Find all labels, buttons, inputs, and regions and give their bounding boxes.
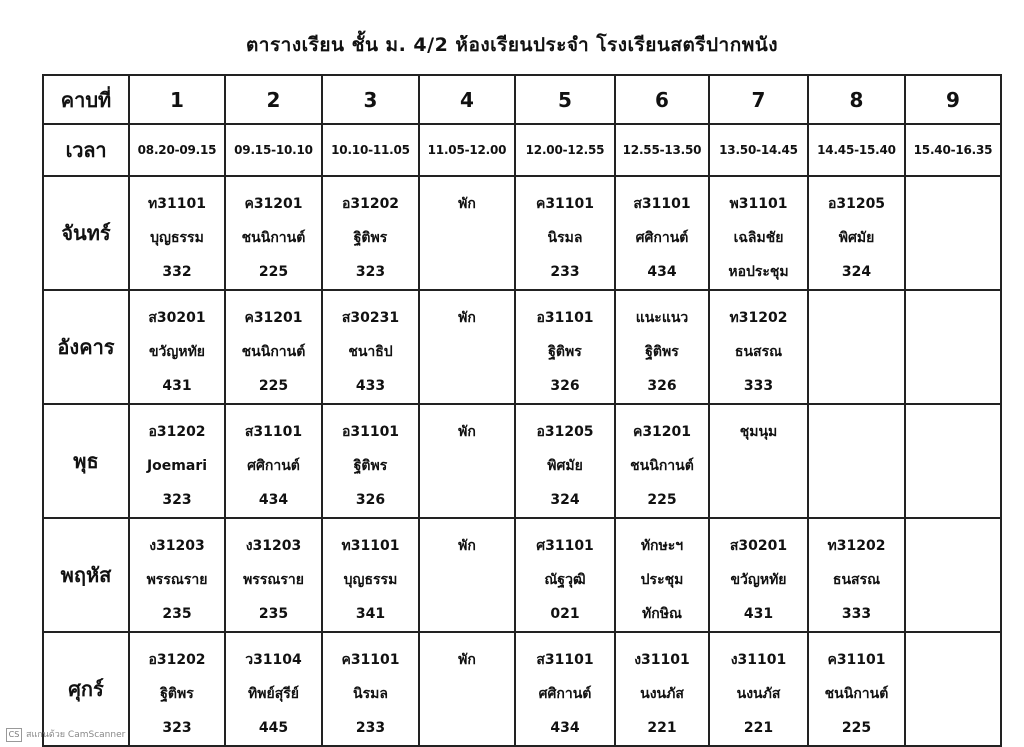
room-number: 225	[841, 720, 872, 736]
subject-code: ค31101	[827, 652, 886, 668]
subject-code: อ31202	[148, 652, 206, 668]
camscanner-watermark	[6, 727, 125, 742]
teacher-name: ศศิกานต์	[635, 230, 689, 246]
teacher-name: นงนภัส	[736, 686, 781, 702]
schedule-cell	[515, 632, 615, 746]
schedule-cell	[905, 176, 1001, 290]
period-number: 3	[322, 75, 419, 124]
room-number: 333	[743, 378, 774, 394]
room-number: 323	[355, 264, 386, 280]
room-number: 225	[258, 378, 289, 394]
day-name: จันทร์	[43, 176, 129, 290]
subject-code: ทักษะฯ	[640, 538, 684, 554]
subject-code: พัก	[458, 424, 476, 440]
subject-code: พัก	[458, 196, 476, 212]
teacher-name: ชนนิกานต์	[630, 458, 694, 474]
teacher-name: บุญธรรม	[343, 572, 398, 588]
subject-code: ง31203	[149, 538, 205, 554]
schedule-cell	[709, 404, 808, 518]
time-row	[43, 124, 1001, 176]
schedule-cell	[709, 632, 808, 746]
schedule-cell	[515, 404, 615, 518]
day-row	[43, 518, 1001, 632]
watermark-text: สแกนด้วย CamScanner	[26, 730, 126, 740]
subject-code: พัก	[458, 310, 476, 326]
teacher-name: ชนนิกานต์	[241, 344, 306, 360]
room-number: 235	[258, 606, 289, 622]
subject-code: อ31205	[827, 196, 886, 212]
schedule-cell	[808, 176, 905, 290]
period-number: 4	[419, 75, 515, 124]
room-number: 324	[550, 492, 580, 508]
subject-code: ค31101	[341, 652, 400, 668]
schedule-cell	[225, 518, 322, 632]
teacher-name: พิศมัย	[838, 230, 875, 246]
schedule-cell	[905, 518, 1001, 632]
period-number: 5	[515, 75, 615, 124]
schedule-cell	[419, 518, 515, 632]
subject-code: อ31202	[341, 196, 400, 212]
schedule-cell	[129, 404, 225, 518]
time-slot: 10.10-11.05	[322, 124, 419, 176]
teacher-name: บุญธรรม	[150, 230, 204, 246]
schedule-cell	[808, 518, 905, 632]
schedule-cell	[615, 404, 709, 518]
teacher-name: ฐิติพร	[548, 344, 582, 360]
subject-code: อ31205	[536, 424, 594, 440]
schedule-cell	[808, 290, 905, 404]
schedule-cell	[709, 176, 808, 290]
subject-code: ค31201	[244, 310, 303, 326]
room-number: 333	[841, 606, 872, 622]
schedule-cell	[419, 290, 515, 404]
schedule-cell	[515, 290, 615, 404]
teacher-name: ทิพย์สุรีย์	[248, 686, 299, 702]
room-number: 326	[355, 492, 386, 508]
subject-code: อ31202	[148, 424, 206, 440]
schedule-cell	[225, 176, 322, 290]
teacher-name: ศศิกานต์	[247, 458, 300, 474]
subject-code: ง31101	[730, 652, 787, 668]
teacher-name: ฐิติพร	[160, 686, 194, 702]
room-number: 225	[258, 264, 289, 280]
schedule-cell	[129, 176, 225, 290]
subject-code: ท31202	[827, 538, 886, 554]
period-label: คาบที่	[43, 75, 129, 124]
teacher-name: พรรณราย	[146, 572, 208, 588]
subject-code: ส31101	[633, 196, 691, 212]
room-number: 233	[550, 264, 580, 280]
subject-code: พ31101	[729, 196, 788, 212]
schedule-cell	[322, 176, 419, 290]
schedule-cell	[905, 404, 1001, 518]
subject-code: ส30201	[729, 538, 788, 554]
subject-code: ง31203	[245, 538, 302, 554]
room-number: 326	[550, 378, 580, 394]
time-slot: 11.05-12.00	[419, 124, 515, 176]
schedule-cell	[129, 518, 225, 632]
period-number: 1	[129, 75, 225, 124]
period-number: 6	[615, 75, 709, 124]
room-number: 235	[162, 606, 192, 622]
room-number: ทักษิณ	[642, 606, 682, 622]
room-number: 326	[647, 378, 677, 394]
schedule-cell	[322, 404, 419, 518]
subject-code: อ31101	[341, 424, 400, 440]
schedule-cell	[905, 632, 1001, 746]
subject-code: ศ31101	[536, 538, 594, 554]
room-number: 324	[841, 264, 872, 280]
room-number: 021	[550, 606, 580, 622]
room-number: 332	[162, 264, 192, 280]
subject-code: ส30231	[341, 310, 400, 326]
schedule-cell	[615, 290, 709, 404]
teacher-name: ประชุม	[640, 572, 684, 588]
subject-code: แนะแนว	[635, 310, 689, 326]
schedule-cell	[419, 632, 515, 746]
room-number: 434	[258, 492, 289, 508]
room-number: 431	[743, 606, 774, 622]
teacher-name: เฉลิมชัย	[733, 230, 784, 246]
schedule-cell	[419, 404, 515, 518]
subject-code: ชุมนุม	[739, 424, 778, 440]
schedule-cell	[129, 290, 225, 404]
period-header-row	[43, 75, 1001, 124]
teacher-name: ฐิติพร	[353, 230, 388, 246]
room-number: 323	[162, 492, 192, 508]
time-slot: 12.55-13.50	[615, 124, 709, 176]
schedule-cell	[225, 290, 322, 404]
teacher-name: Joemari	[146, 458, 208, 474]
subject-code: ค31201	[632, 424, 692, 440]
subject-code: อ31101	[536, 310, 594, 326]
room-number: 434	[550, 720, 580, 736]
period-number: 9	[905, 75, 1001, 124]
schedule-cell	[808, 632, 905, 746]
subject-code: พัก	[458, 652, 476, 668]
schedule-cell	[808, 404, 905, 518]
room-number: 225	[647, 492, 677, 508]
time-label: เวลา	[43, 124, 129, 176]
day-row	[43, 176, 1001, 290]
subject-code: ส30201	[148, 310, 206, 326]
subject-code: ค31201	[244, 196, 303, 212]
subject-code: ท31101	[148, 196, 206, 212]
day-row	[43, 404, 1001, 518]
subject-code: ส31101	[536, 652, 594, 668]
schedule-cell	[615, 176, 709, 290]
time-slot: 12.00-12.55	[515, 124, 615, 176]
schedule-cell	[515, 518, 615, 632]
subject-code: ส31101	[244, 424, 303, 440]
subject-code: ค31101	[535, 196, 595, 212]
timetable	[42, 74, 1002, 747]
day-name: ศุกร์	[43, 632, 129, 746]
time-slot: 14.45-15.40	[808, 124, 905, 176]
time-slot: 09.15-10.10	[225, 124, 322, 176]
teacher-name: ชนนิกานต์	[824, 686, 889, 702]
room-number: 434	[647, 264, 677, 280]
teacher-name: นงนภัส	[640, 686, 684, 702]
schedule-cell	[322, 632, 419, 746]
teacher-name: ชนาธิป	[348, 344, 393, 360]
schedule-cell	[419, 176, 515, 290]
schedule-cell	[225, 632, 322, 746]
room-number: 221	[647, 720, 677, 736]
schedule-cell	[515, 176, 615, 290]
subject-code: ท31202	[729, 310, 788, 326]
day-name: พฤหัส	[43, 518, 129, 632]
schedule-cell	[905, 290, 1001, 404]
schedule-cell	[615, 632, 709, 746]
period-number: 2	[225, 75, 322, 124]
room-number: 433	[355, 378, 386, 394]
room-number: 431	[162, 378, 192, 394]
teacher-name: ณัฐวุฒิ	[544, 572, 586, 588]
period-number: 7	[709, 75, 808, 124]
schedule-cell	[709, 518, 808, 632]
period-number: 8	[808, 75, 905, 124]
room-number: 341	[355, 606, 386, 622]
teacher-name: ชนนิกานต์	[241, 230, 306, 246]
teacher-name: ขวัญหทัย	[730, 572, 787, 588]
teacher-name: ธนสรณ	[734, 344, 783, 360]
room-number: 445	[258, 720, 289, 736]
room-number: หอประชุม	[728, 264, 789, 280]
subject-code: ง31101	[634, 652, 690, 668]
teacher-name: ศศิกานต์	[538, 686, 592, 702]
teacher-name: นิรมล	[547, 230, 583, 246]
room-number: 221	[743, 720, 774, 736]
schedule-cell	[129, 632, 225, 746]
room-number: 233	[355, 720, 386, 736]
schedule-cell	[322, 290, 419, 404]
schedule-cell	[322, 518, 419, 632]
teacher-name: ขวัญหทัย	[148, 344, 206, 360]
time-slot: 13.50-14.45	[709, 124, 808, 176]
teacher-name: พรรณราย	[243, 572, 304, 588]
schedule-cell	[615, 518, 709, 632]
day-row	[43, 290, 1001, 404]
teacher-name: ฐิติพร	[645, 344, 679, 360]
teacher-name: ธนสรณ	[832, 572, 881, 588]
subject-code: ว31104	[245, 652, 302, 668]
teacher-name: ฐิติพร	[353, 458, 388, 474]
subject-code: ท31101	[341, 538, 400, 554]
day-row	[43, 632, 1001, 746]
schedule-cell	[709, 290, 808, 404]
page-title: ตารางเรียน ชั้น ม. 4/2 ห้องเรียนประจำ โรงเรียนสตรีปากพนัง	[245, 34, 779, 56]
teacher-name: นิรมล	[353, 686, 388, 702]
teacher-name: พิศมัย	[547, 458, 583, 474]
day-name: อังคาร	[43, 290, 129, 404]
subject-code: พัก	[458, 538, 476, 554]
day-name: พุธ	[43, 404, 129, 518]
time-slot: 08.20-09.15	[129, 124, 225, 176]
time-slot: 15.40-16.35	[905, 124, 1001, 176]
schedule-cell	[225, 404, 322, 518]
camscanner-logo-icon: CS	[6, 728, 22, 742]
room-number: 323	[162, 720, 192, 736]
